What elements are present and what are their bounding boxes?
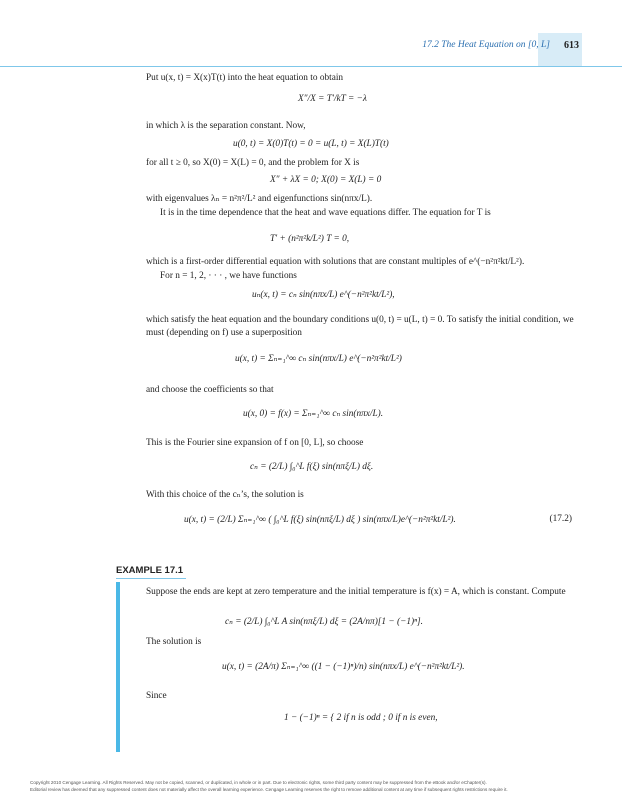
paragraph: which satisfy the heat equation and the boundary conditions u(0, t) = u(L, t) = 0. To satisfy the initial condition, we must (depending on f) use a superposition	[146, 315, 574, 338]
equation-number: (17.2)	[549, 514, 572, 524]
paragraph: This is the Fourier sine expansion of f on [0, L], so choose	[146, 438, 364, 448]
paragraph: The solution is	[146, 637, 202, 647]
equation: X″ + λX = 0; X(0) = X(L) = 0	[270, 175, 382, 185]
example-sidebar	[116, 582, 120, 752]
equation: 1 − (−1)ⁿ = { 2 if n is odd ; 0 if n is even,	[284, 713, 438, 723]
paragraph: Put u(x, t) = X(x)T(t) into the heat equation to obtain	[146, 73, 344, 83]
page-number: 613	[564, 40, 579, 51]
copyright-line: Copyright 2010 Cengage Learning. All Rights Reserved. May not be copied, scanned, or duplicated, in whole or in part. Due to electronic rights, some third party content may be suppressed from the eBook and/or eChapter(s).	[30, 780, 487, 785]
paragraph: in which λ is the separation constant. Now,	[146, 121, 306, 131]
header-rule	[0, 66, 622, 67]
paragraph: For n = 1, 2, · · · , we have functions	[160, 271, 297, 281]
equation: u(0, t) = X(0)T(t) = 0 = u(L, t) = X(L)T(t)	[233, 139, 389, 149]
equation: u(x, t) = Σₙ₌₁^∞ cₙ sin(nπx/L) e^(−n²π²kt/L²)	[235, 354, 402, 364]
paragraph: With this choice of the cₙ’s, the solution is	[146, 490, 304, 500]
paragraph: It is in the time dependence that the heat and wave equations differ. The equation for T is	[160, 208, 491, 218]
example-label: EXAMPLE 17.1	[116, 565, 184, 576]
paragraph: for all t ≥ 0, so X(0) = X(L) = 0, and the problem for X is	[146, 158, 360, 168]
equation: cₙ = (2/L) ∫₀^L f(ξ) sin(nπξ/L) dξ.	[250, 462, 374, 472]
equation: cₙ = (2/L) ∫₀^L A sin(nπξ/L) dξ = (2A/nπ)[1 − (−1)ⁿ].	[225, 617, 423, 627]
equation: u(x, t) = (2A/π) Σₙ₌₁^∞ ((1 − (−1)ⁿ)/n) sin(nπx/L) e^(−n²π²kt/L²).	[222, 662, 465, 672]
equation: uₙ(x, t) = cₙ sin(nπx/L) e^(−n²π²kt/L²),	[252, 290, 395, 300]
example-rule	[116, 578, 186, 579]
equation: T′ + (n²π²k/L²) T = 0,	[270, 234, 350, 244]
copyright-line: Editorial review has deemed that any suppressed content does not materially affect the overall learning experience. Cengage Learning reserves the right to remove additional content at any time if subsequent rights restrictions require it.	[30, 787, 508, 792]
paragraph: which is a first-order differential equation with solutions that are constant multiples of e^(−n²π²kt/L²).	[146, 257, 525, 267]
paragraph: Suppose the ends are kept at zero temperature and the initial temperature is f(x) = A, which is constant. Compute	[146, 587, 566, 597]
equation: X″/X = T′/kT = −λ	[298, 94, 367, 104]
running-header: 17.2 The Heat Equation on [0, L]	[422, 40, 550, 50]
paragraph: and choose the coefficients so that	[146, 385, 274, 395]
equation: u(x, t) = (2/L) Σₙ₌₁^∞ ( ∫₀^L f(ξ) sin(nπξ/L) dξ ) sin(nπx/L)e^(−n²π²kt/L²).	[184, 515, 456, 525]
paragraph: with eigenvalues λₙ = n²π²/L² and eigenfunctions sin(nπx/L).	[146, 194, 373, 204]
equation: u(x, 0) = f(x) = Σₙ₌₁^∞ cₙ sin(nπx/L).	[243, 409, 384, 419]
paragraph: Since	[146, 691, 167, 701]
